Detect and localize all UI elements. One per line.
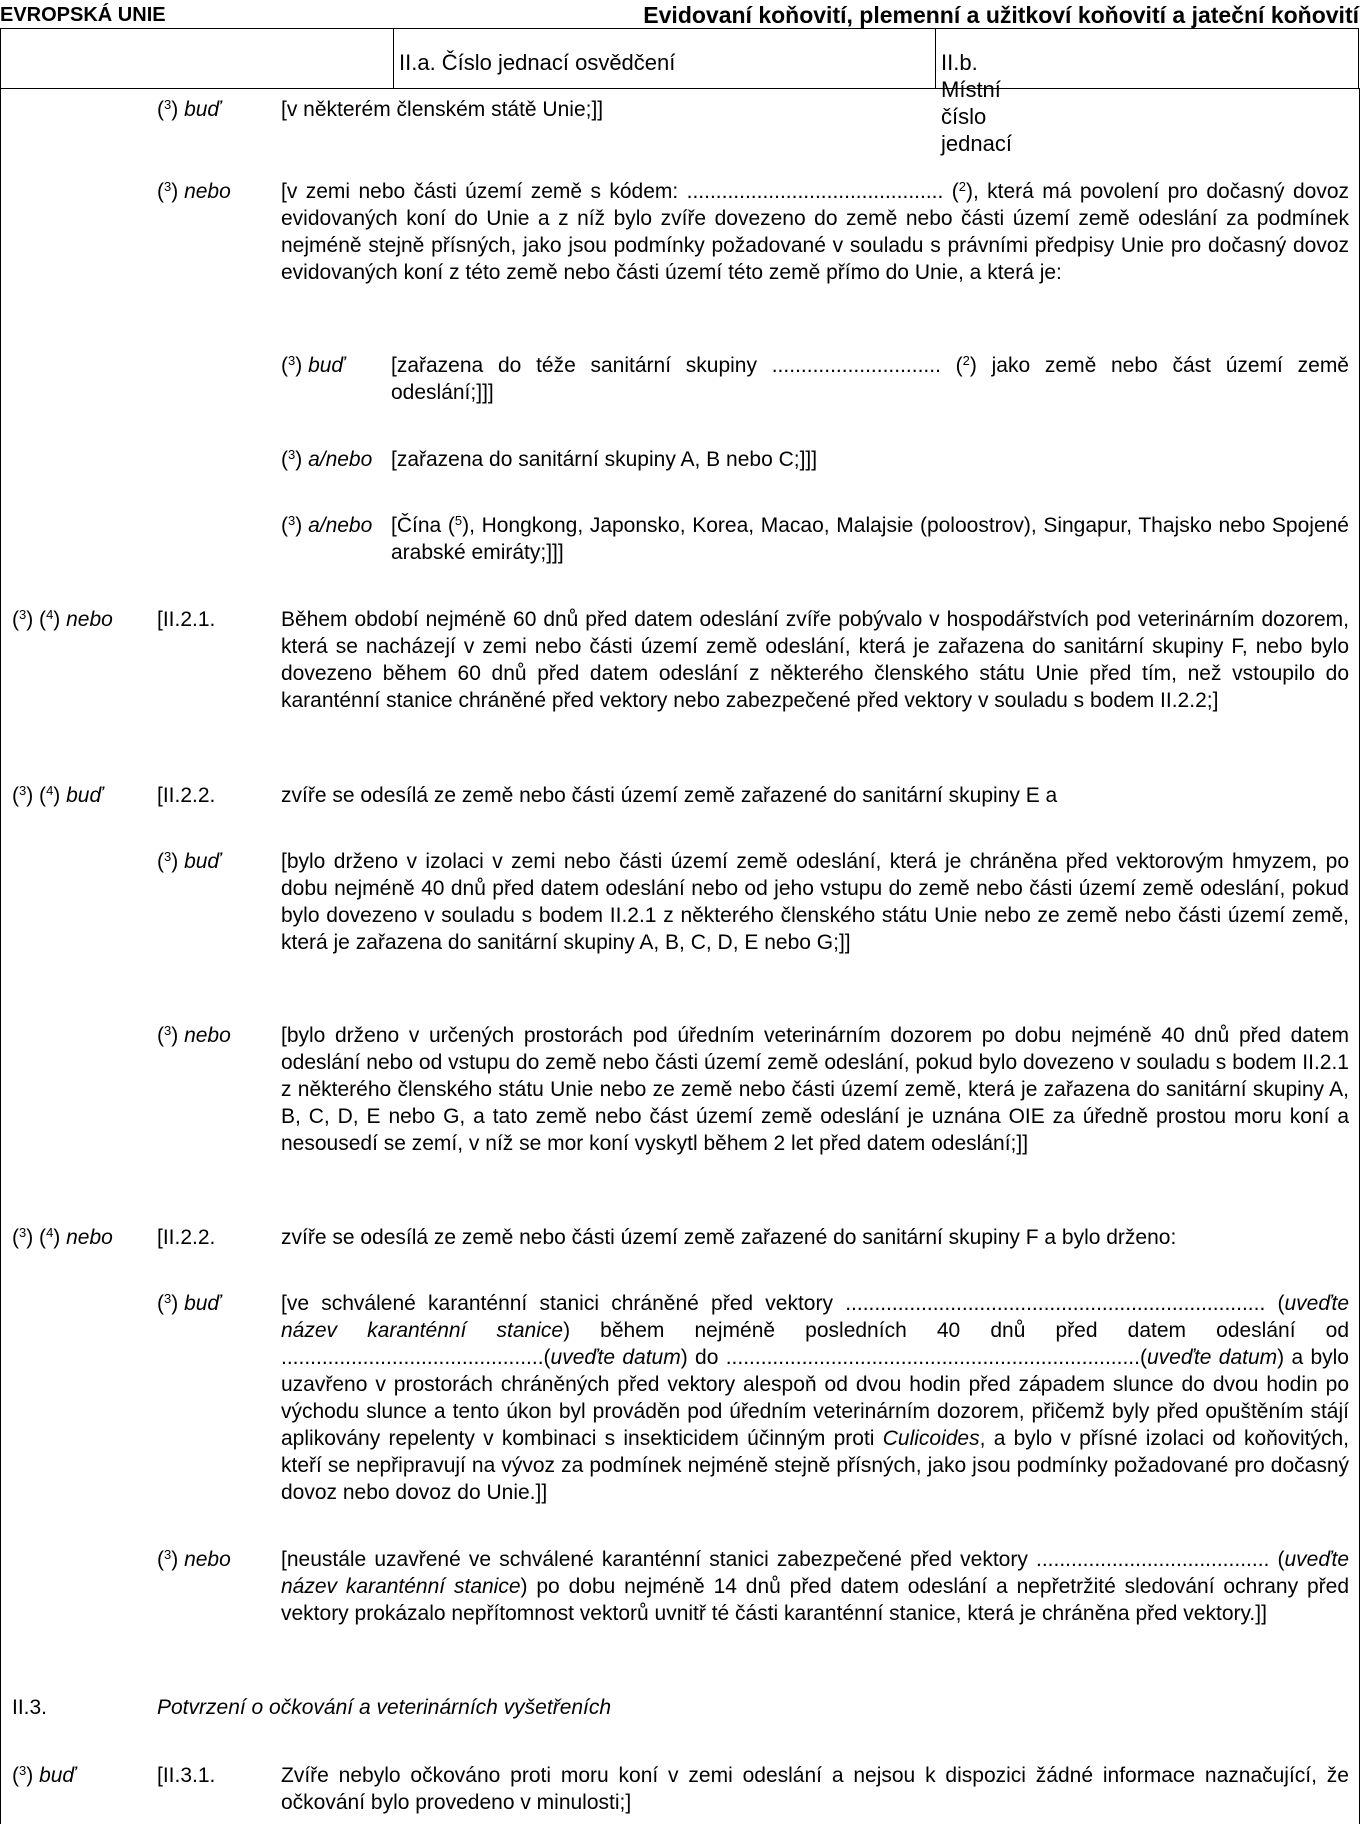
text-b1: [v některém členském státě Unie;]] bbox=[281, 98, 604, 121]
marker-b12: ($^3$) nebo bbox=[157, 1547, 231, 1571]
num-b6: [II.2.1. bbox=[157, 608, 216, 631]
ref-label-certificate-number: II.a. Číslo jednací osvědčení bbox=[399, 50, 676, 75]
text-b3: [zařazena do téže sanitární skupiny ............................. ($^2$) jako země nebo část území země odeslání;]]] bbox=[391, 353, 1349, 404]
marker-b9: ($^3$) nebo bbox=[157, 1023, 231, 1047]
header-rule bbox=[0, 88, 1359, 89]
num-b10: [II.2.2. bbox=[157, 1226, 216, 1249]
text-b8: [bylo drženo v izolaci v zemi nebo části území země odeslání, která je chráněna před vektorovým hmyzem, po dobu nejméně 40 dnů před datem odeslání nebo od jeho vstupu do země nebo části území země odeslání, pokud bylo dovezeno v souladu s bodem II.2.1 z některého členského státu Unie nebo ze země nebo části území země, která je zařazena do sanitární skupiny A, B, C, D, E nebo G;]] bbox=[281, 850, 1349, 954]
text-b9: [bylo drženo v určených prostorách pod úředním veterinárním dozorem po dobu nejméně 40 dnů před datem odeslání nebo od vstupu do země nebo části území země odeslání, pokud bylo dovezeno v souladu s bodem II.2.1 z některého členského státu Unie nebo ze země nebo části území země, která je zařazena do sanitární skupiny A, B, C, D, E nebo G, a tato země nebo část území země odeslání je uznána OIE za úředně prostou moru koní a nesousedí se zemí, v níž se mor koní vyskytl během 2 let před datem odeslání;]] bbox=[281, 1024, 1349, 1155]
text-b5: [Čína ($^5$), Hongkong, Japonsko, Korea, Macao, Malajsie (poloostrov), Singapur, Thajsko nebo Spojené arabské emiráty;]]] bbox=[391, 513, 1349, 564]
header-union-label: EVROPSKÁ UNIE bbox=[0, 4, 166, 26]
marker-b2: ($^3$) nebo bbox=[157, 179, 231, 203]
marker-b7: ($^3$) ($^4$) buď bbox=[12, 783, 103, 807]
text-b6: Během období nejméně 60 dnů před datem odeslání zvíře pobývalo v hospodářstvích pod veterinárním dozorem, která se nacházejí v zemi nebo části území země odeslání, která je zařazena do sanitární skupiny F, nebo bylo dovezeno během 60 dnů před datem odeslání z některého členského státu Unie před tím, než vstoupilo do karanténní stanice chráněné před vektory nebo zabezpečené před vektory v souladu s bodem II.2.2;] bbox=[281, 608, 1349, 712]
text-b12: [neustále uzavřené ve schválené karanténní stanici zabezpečené před vektory ........................................ (uveďte název karanténní stanice) po dobu nejméně 14 dnů před datem odeslání a nepřetržité sledování ochrany před vektory prokázalo nepřítomnost vektorů uvnitř té části karanténní stanice, která je chráněna před vektory.]] bbox=[281, 1548, 1349, 1625]
marker-b11: ($^3$) buď bbox=[157, 1291, 221, 1315]
ref-label-local-number: II.b. Místní číslo jednací bbox=[941, 50, 1012, 156]
marker-b3: ($^3$) buď bbox=[281, 353, 345, 377]
num-b14: [II.3.1. bbox=[157, 1764, 216, 1787]
marker-b4: ($^3$) a/nebo bbox=[281, 447, 373, 471]
marker-b5: ($^3$) a/nebo bbox=[281, 513, 373, 537]
section-number-II-3: II.3. bbox=[12, 1696, 48, 1719]
text-b11: [ve schválené karanténní stanici chráněné před vektory ........................................................................ (uveďte název karanténní stanice) během nejméně posledních 40 dnů před datem odeslání od .............................................(uveďte datum) do .......................................................................(uveďte datum) a bylo uzavřeno v prostorách chráněných před vektory alespoň od dvou hodin před západem slunce do dvou hodin po východu slunce a tento úkon byl prováděn pod úředním veterinárním dozorem, přičemž byly před opuštěním stájí aplikovány repelenty v kombinaci s insekticidem účinným proti Culicoides, a bylo v přísné izolaci od koňovitých, kteří se nepřipravují na vývoz za podmínek nejméně stejně přísných, jako jsou podmínky požadované pro dočasný dovoz nebo dovoz do Unie.]] bbox=[281, 1292, 1350, 1504]
marker-b8: ($^3$) buď bbox=[157, 849, 221, 873]
marker-b6: ($^3$) ($^4$) nebo bbox=[12, 607, 113, 631]
marker-b10: ($^3$) ($^4$) nebo bbox=[12, 1225, 113, 1249]
text-b10: zvíře se odesílá ze země nebo části území země zařazené do sanitární skupiny F a bylo drženo: bbox=[281, 1226, 1177, 1249]
section-title-II-3: Potvrzení o očkování a veterinárních vyšetřeních bbox=[157, 1696, 612, 1719]
marker-b1: ($^3$) buď bbox=[157, 97, 221, 121]
num-b7: [II.2.2. bbox=[157, 784, 216, 807]
left-border bbox=[0, 88, 1, 1824]
header-certificate-title: Evidovaní koňovití, plemenní a užitkoví koňovití a jateční koňovití bbox=[643, 2, 1359, 28]
text-b2: [v zemi nebo části území země s kódem: ............................................ ($^2$), která má povolení pro dočasný dovoz evidovaných koní do Unie a z níž bylo zvíře dovezeno do země nebo části území země odeslání za podmínek nejméně stejně přísných, jako jsou podmínky požadované v souladu s právními předpisy Unie pro dočasný dovoz evidovaných koní z této země nebo části území této země přímo do Unie, a která je: bbox=[281, 179, 1349, 284]
text-b4: [zařazena do sanitární skupiny A, B nebo C;]]] bbox=[391, 448, 818, 471]
right-border bbox=[1359, 88, 1360, 1824]
marker-b14: ($^3$) buď bbox=[12, 1763, 76, 1787]
text-b14: Zvíře nebylo očkováno proti moru koní v zemi odeslání a nejsou k dispozici žádné informace naznačující, že očkování bylo provedeno v minulosti;] bbox=[281, 1764, 1349, 1814]
ref-cell-certificate-number bbox=[393, 29, 936, 89]
text-b7: zvíře se odesílá ze země nebo části území země zařazené do sanitární skupiny E a bbox=[281, 784, 1058, 807]
